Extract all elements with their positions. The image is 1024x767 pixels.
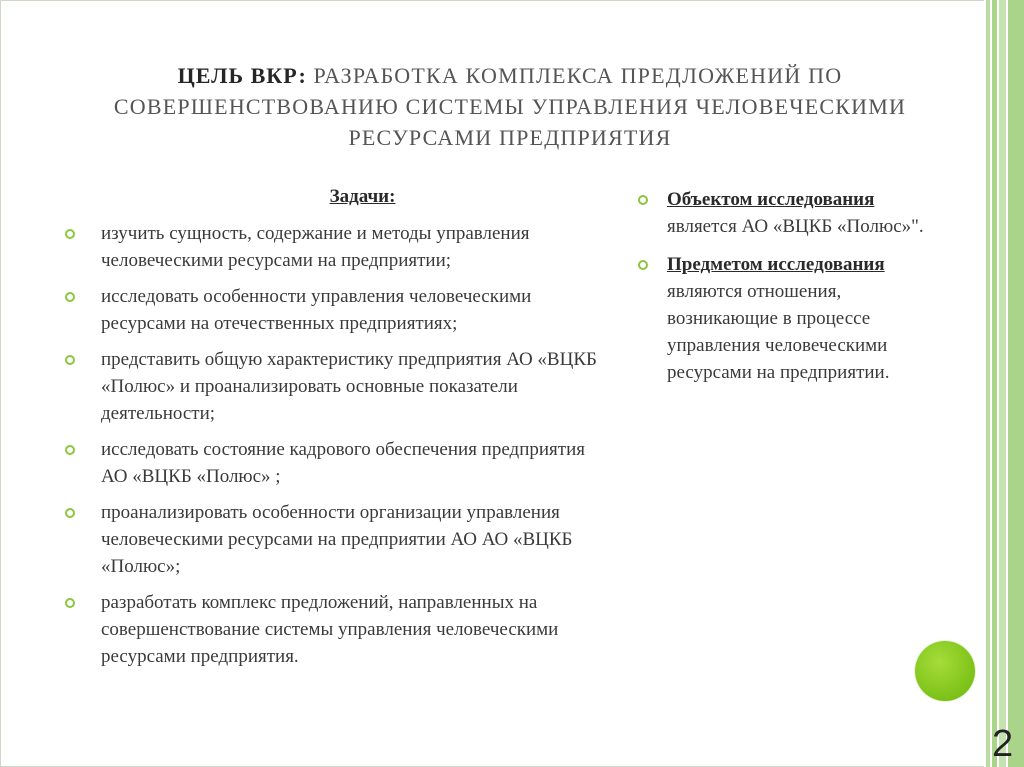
- research-subject-item: [638, 251, 938, 386]
- research-column: [638, 186, 938, 397]
- research-subject-label: Предметом исследования: [667, 254, 885, 275]
- title-text: РАЗРАБОТКА КОМПЛЕКСА ПРЕДЛОЖЕНИЙ ПО СОВЕРШЕНСТВОВАНИЮ СИСТЕМЫ УПРАВЛЕНИЯ ЧЕЛОВЕЧЕСКИМИ РЕСУРСАМИ ПРЕДПРИЯТИЯ: [113, 63, 907, 150]
- list-item: проанализировать особенности организации управления человеческими ресурсами на предприятии АО АО «ВЦКБ «Полюс»;: [65, 499, 605, 580]
- tasks-column: [65, 186, 605, 679]
- circle-bullet-icon: [65, 598, 75, 608]
- circle-bullet-icon: [638, 260, 648, 270]
- research-list: [638, 186, 938, 386]
- research-object-item: [638, 186, 938, 240]
- research-object-text: является АО «ВЦКБ «Полюс»".: [667, 216, 924, 237]
- green-circle-decoration-icon: [915, 641, 975, 701]
- slide-title: [60, 60, 960, 153]
- title-prefix: ЦЕЛЬ ВКР:: [177, 63, 307, 88]
- list-item: исследовать состояние кадрового обеспечения предприятия АО «ВЦКБ «Полюс» ;: [65, 436, 605, 490]
- circle-bullet-icon: [65, 508, 75, 518]
- circle-bullet-icon: [65, 445, 75, 455]
- research-subject-text: являются отношения, возникающие в процессе управления человеческими ресурсами на предприятии.: [667, 281, 890, 383]
- list-item: разработать комплекс предложений, направленных на совершенствование системы управления человеческими ресурсами предприятия.: [65, 589, 605, 670]
- tasks-heading: Задачи:: [329, 186, 396, 207]
- research-object-label: Объектом исследования: [667, 189, 875, 210]
- circle-bullet-icon: [65, 292, 75, 302]
- list-item: исследовать особенности управления человеческими ресурсами на отечественных предприятиях;: [65, 283, 605, 337]
- circle-bullet-icon: [65, 355, 75, 365]
- page-number: 2: [992, 723, 1014, 765]
- decorative-side-stripes: [984, 0, 1024, 767]
- list-item: изучить сущность, содержание и методы управления человеческими ресурсами на предприятии;: [65, 220, 605, 274]
- circle-bullet-icon: [65, 229, 75, 239]
- list-item: представить общую характеристику предприятия АО «ВЦКБ «Полюс» и проанализировать основные показатели деятельности;: [65, 346, 605, 427]
- tasks-list: [65, 220, 605, 670]
- circle-bullet-icon: [638, 195, 648, 205]
